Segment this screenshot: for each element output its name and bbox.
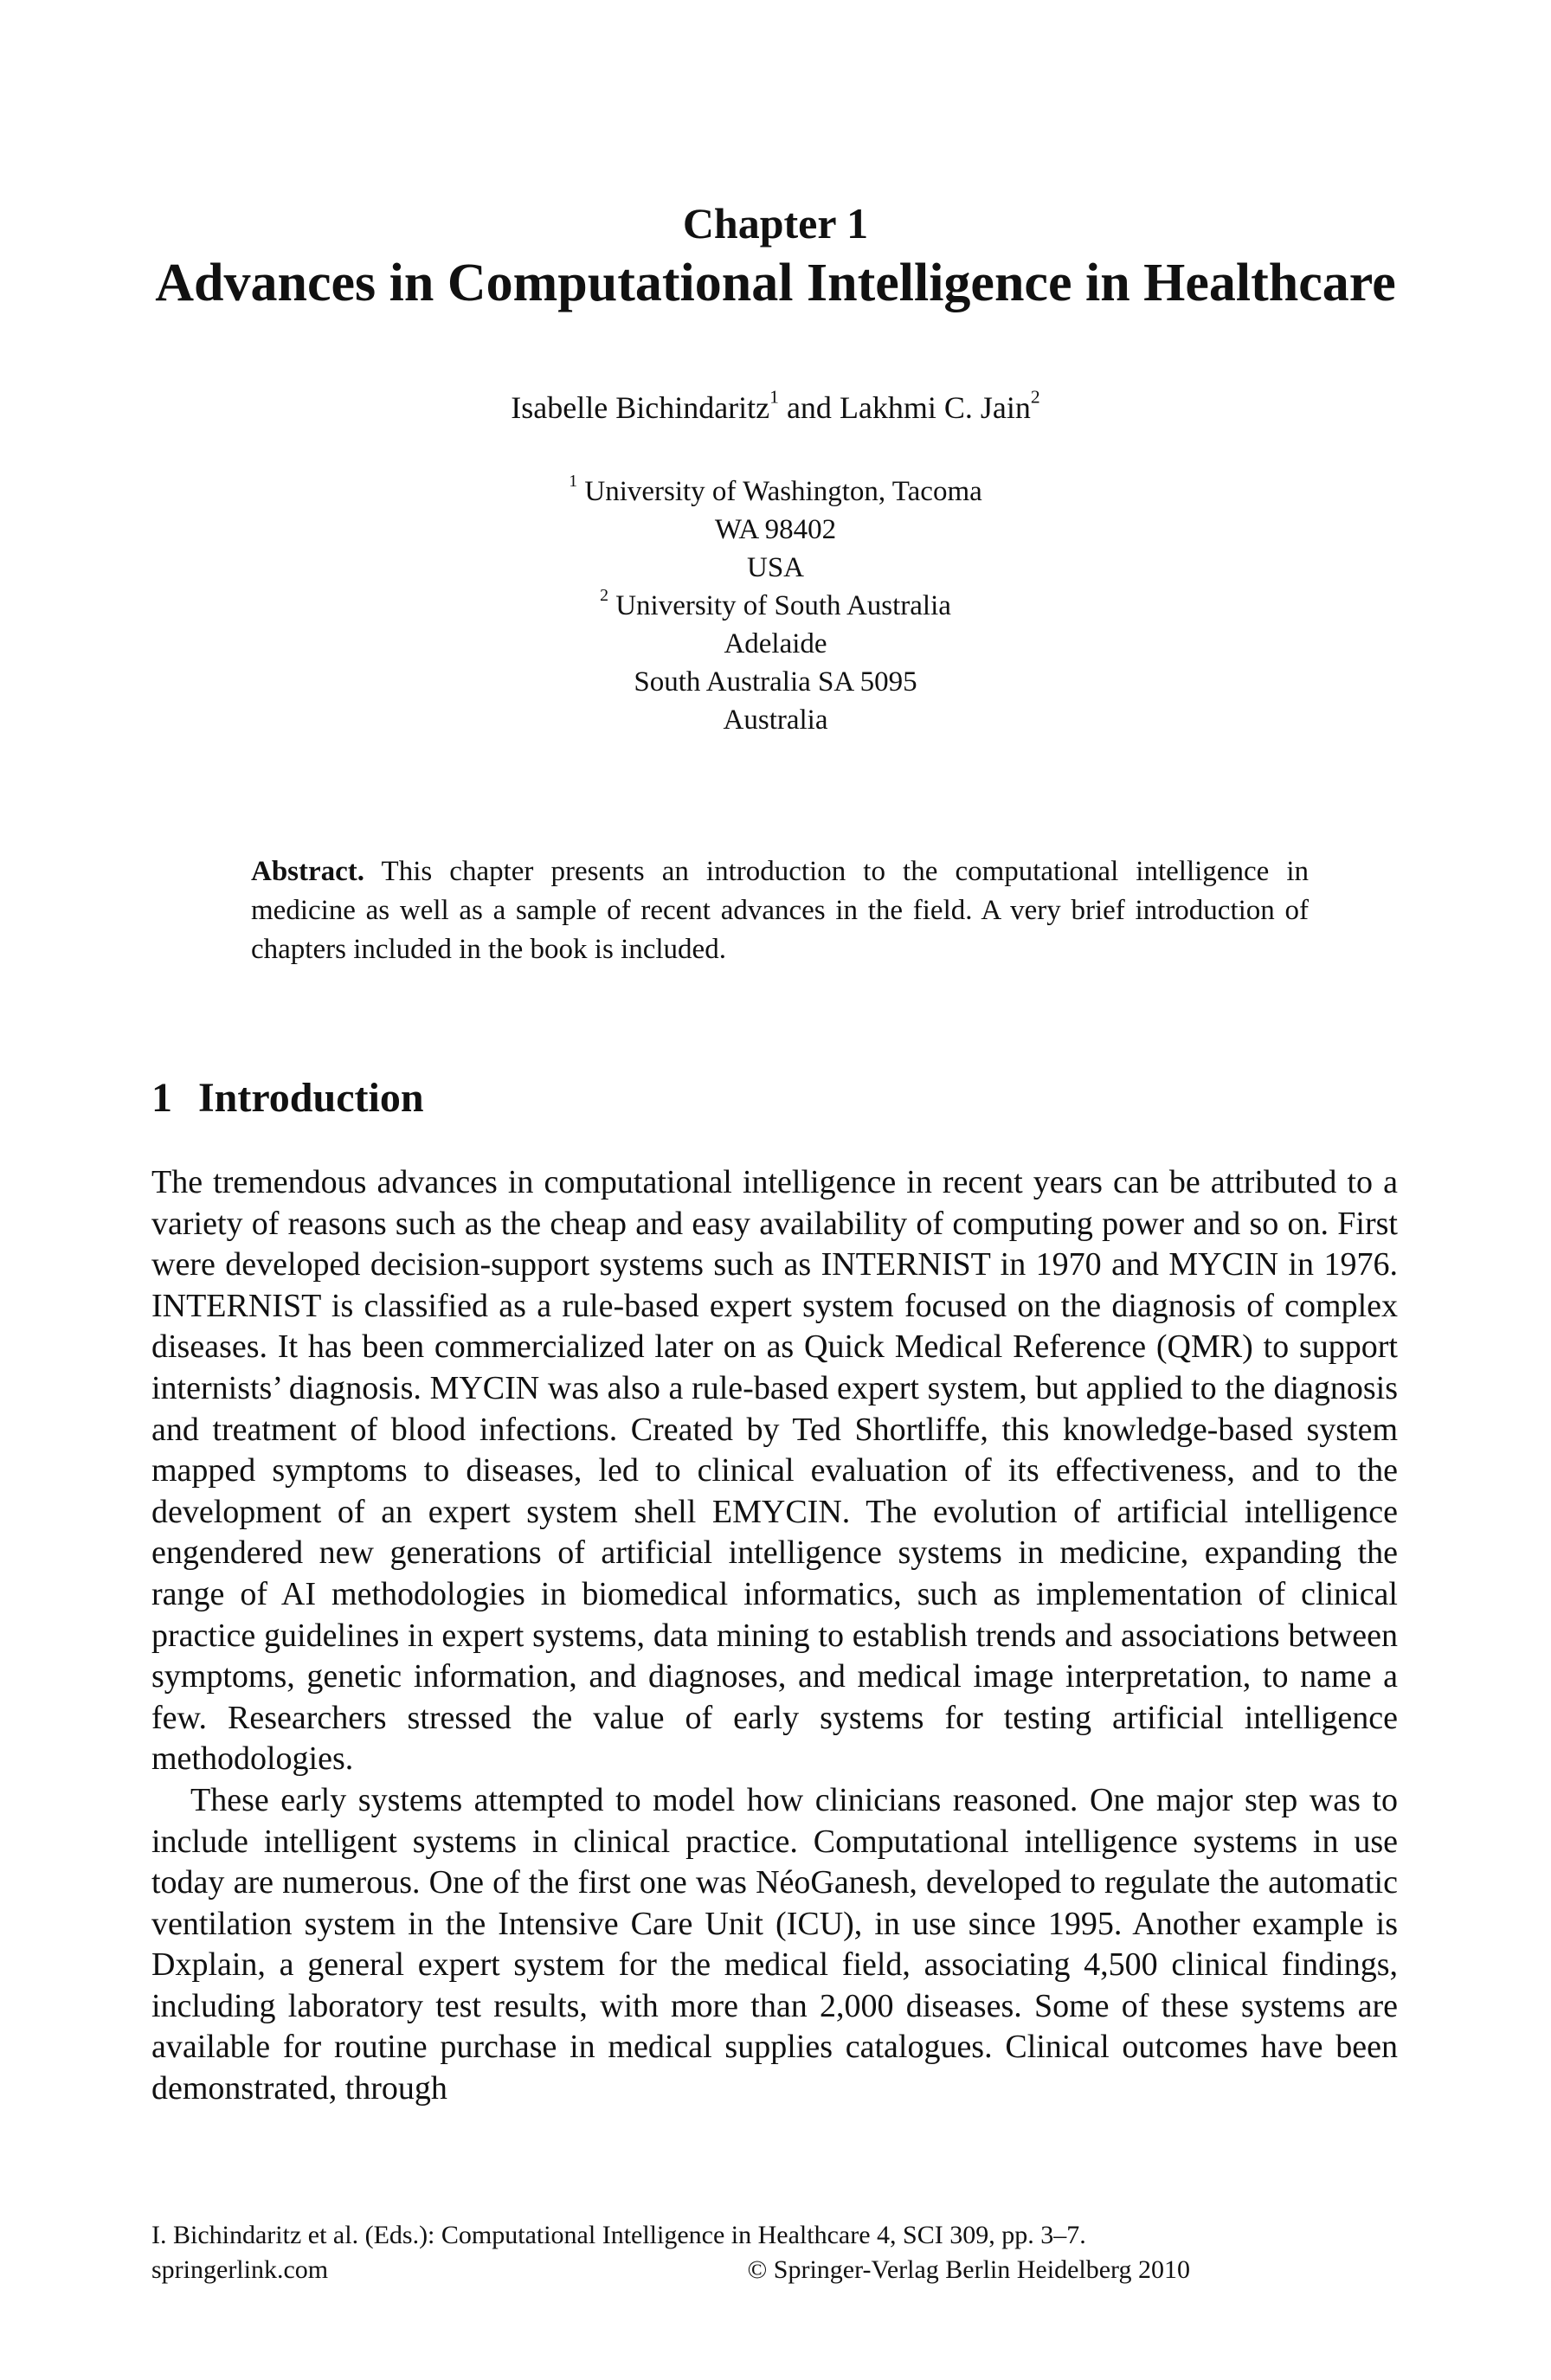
affiliations	[0, 473, 1551, 739]
affiliation-line: USA	[746, 552, 805, 583]
affiliation-line: Australia	[723, 704, 828, 736]
author-name: Lakhmi C. Jain	[839, 390, 1031, 425]
affiliation-line	[0, 587, 1551, 625]
author-affil-marker: 2	[1030, 386, 1040, 408]
affiliation-line	[0, 473, 1551, 511]
affiliation-line: Adelaide	[724, 628, 827, 659]
abstract-label: Abstract.	[251, 856, 365, 887]
author-affil-marker: 1	[769, 386, 779, 408]
section-title: Introduction	[198, 1075, 424, 1121]
affil-marker: 1	[569, 472, 578, 492]
section-heading	[151, 1073, 424, 1123]
paragraph: The tremendous advances in computational intelligence in recent years can be attributed to a variety of reasons such as the cheap and easy availability of computing power and so on. First were developed decision-support systems such as INTERNIST in 1970 and MYCIN in 1976. INTERNIST is classified as a rule-based expert system focused on the diagnosis of complex diseases. It has been commercialized later on as Quick Medical Reference (QMR) to support internists’ diagnosis. MYCIN was also a rule-based expert system, but applied to the diagnosis and treatment of blood infections. Created by Ted Shortliffe, this knowledge-based system mapped symptoms to diseases, led to clinical evaluation of its effectiveness, and to the development of an expert system shell EMYCIN. The evolution of artificial intelligence engendered new generations of artificial intelligence systems in medicine, expanding the range of AI methodologies in biomedical informatics, such as implementation of clinical practice guidelines in expert systems, data mining to establish trends and associations between symptoms, genetic information, and diagnoses, and medical image interpretation, to name a few. Researchers stressed the value of early systems for testing artificial intelligence methodologies.	[151, 1164, 1398, 1778]
author-joiner: and	[778, 390, 840, 425]
author-name: Isabelle Bichindaritz	[511, 390, 770, 425]
chapter-title: Advances in Computational Intelligence in Healthcare	[155, 254, 1396, 312]
affil-marker: 2	[600, 586, 608, 606]
affiliation-line: South Australia SA 5095	[634, 666, 917, 698]
footer-row	[151, 2253, 1190, 2287]
abstract	[251, 852, 1309, 969]
footer	[151, 2218, 1190, 2287]
abstract-text: This chapter presents an introduction to the computational intelligence in medicine as well as a sample of recent advances in the field. A very brief introduction of chapters included in the book is included.	[251, 856, 1309, 965]
affiliation-line: WA 98402	[714, 514, 837, 545]
affiliation-text: University of Washington, Tacoma	[584, 476, 982, 507]
section-number: 1	[151, 1075, 172, 1121]
footer-citation: I. Bichindaritz et al. (Eds.): Computational Intelligence in Healthcare 4, SCI 309, pp. 3–7.	[151, 2221, 1086, 2249]
footer-copyright: © Springer-Verlag Berlin Heidelberg 2010	[747, 2255, 1190, 2284]
author-line	[0, 388, 1551, 428]
footer-site: springerlink.com	[151, 2255, 329, 2284]
affiliation-text: University of South Australia	[615, 590, 951, 621]
paragraph: These early systems attempted to model how clinicians reasoned. One major step was to include intelligent systems in clinical practice. Computational intelligence systems in use today are numerous. One of the first one was NéoGanesh, developed to regulate the automatic ventilation system in the Intensive Care Unit (ICU), in use since 1995. Another example is Dxplain, a general expert system for the medical field, associating 4,500 clinical findings, including laboratory test results, with more than 2,000 diseases. Some of these systems are available for routine purchase in medical supplies catalogues. Clinical outcomes have been demonstrated, through	[151, 1781, 1398, 2107]
body-text	[151, 1162, 1398, 2110]
chapter-label: Chapter 1	[682, 199, 869, 248]
